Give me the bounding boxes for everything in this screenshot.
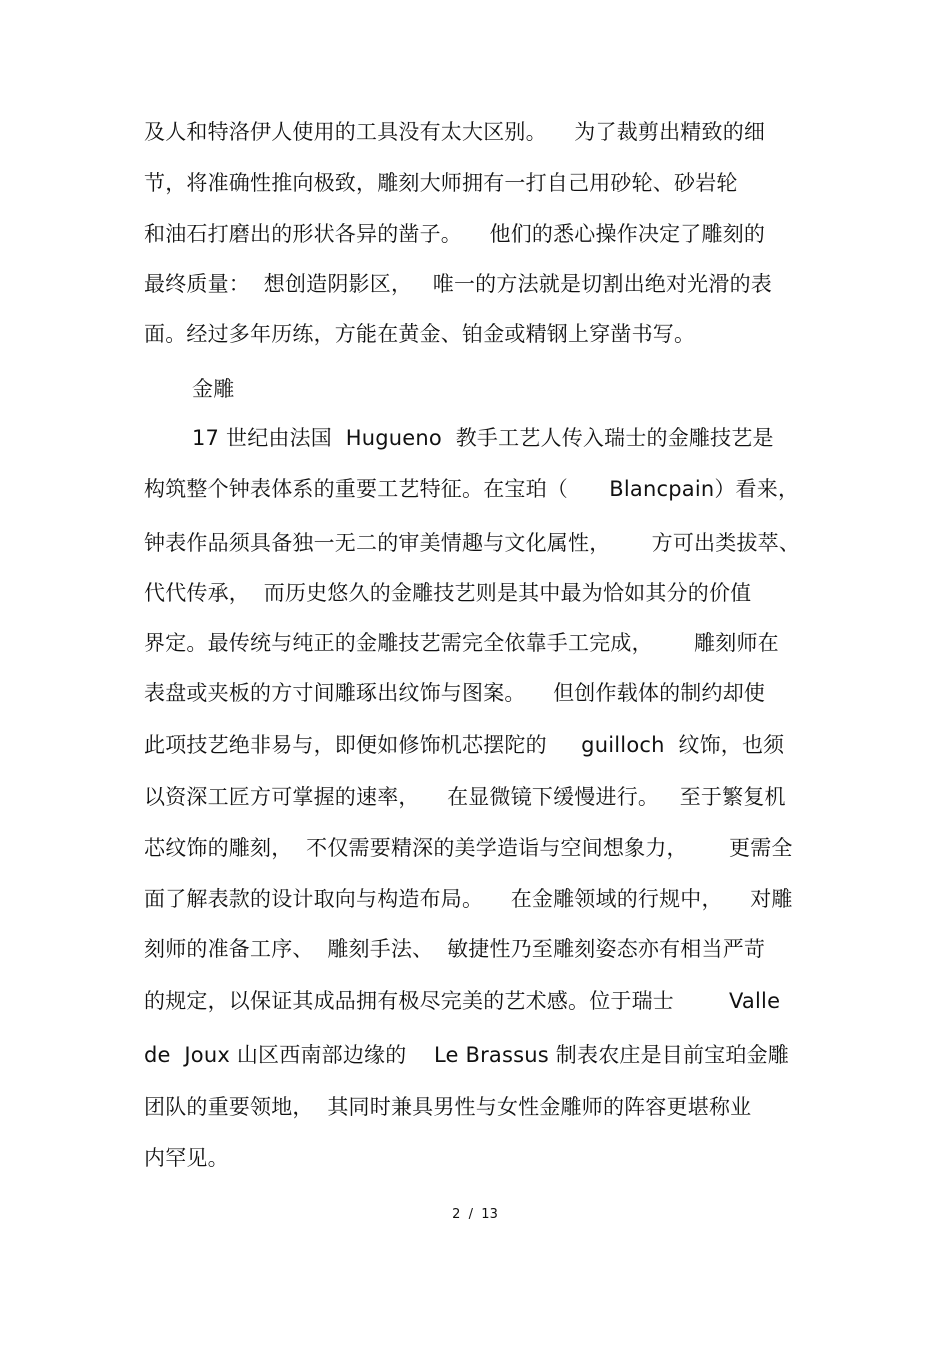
text-line: 和油石打磨出的形状各异的凿子。 他们的悉心操作决定了雕刻的	[144, 222, 766, 246]
text-line: 面。经过多年历练，方能在黄金、铂金或精钢上穿凿书写。	[144, 322, 696, 346]
text-line: 以资深工匠方可掌握的速率， 在显微镜下缓慢进行。 至于繁复机	[144, 785, 786, 809]
text-line: 构筑整个钟表体系的重要工艺特征。在宝珀（ Blancpain）看来，	[144, 477, 800, 501]
text-line: de Joux 山区西南部边缘的 Le Brassus 制表农庄是目前宝珀金雕	[144, 1043, 789, 1067]
text-line: 刻师的准备工序、 雕刻手法、 敏捷性乃至雕刻姿态亦有相当严苛	[144, 937, 766, 961]
text-line: 的规定，以保证其成品拥有极尽完美的艺术感。位于瑞士 Valle	[144, 989, 781, 1013]
text-line: 此项技艺绝非易与，即便如修饰机芯摆陀的 guilloch 纹饰，也须	[144, 733, 785, 757]
section-heading: 金雕	[192, 377, 235, 401]
text-line: 及人和特洛伊人使用的工具没有太大区别。 为了裁剪出精致的细	[144, 120, 766, 144]
text-line: 芯纹饰的雕刻， 不仅需要精深的美学造诣与空间想象力， 更需全	[144, 836, 793, 860]
text-line: 界定。最传统与纯正的金雕技艺需完全依靠手工完成， 雕刻师在	[144, 631, 779, 655]
page-number: 2 / 13	[452, 1207, 498, 1222]
text-line: 节，将准确性推向极致，雕刻大师拥有一打自己用砂轮、砂岩轮	[144, 171, 738, 195]
text-line: 表盘或夹板的方寸间雕琢出纹饰与图案。 但创作载体的制约却使	[144, 681, 766, 705]
text-line: 团队的重要领地， 其同时兼具男性与女性金雕师的阵容更堪称业	[144, 1095, 752, 1119]
text-line: 面了解表款的设计取向与构造布局。 在金雕领域的行规中， 对雕	[144, 887, 793, 911]
text-line: 内罕见。	[144, 1146, 229, 1170]
text-line: 代代传承， 而历史悠久的金雕技艺则是其中最为恰如其分的价值	[144, 581, 752, 605]
text-line: 钟表作品须具备独一无二的审美情趣与文化属性， 方可出类拔萃、	[144, 531, 801, 555]
text-line: 最终质量： 想创造阴影区， 唯一的方法就是切割出绝对光滑的表	[144, 272, 772, 296]
text-line: 17 世纪由法国 Hugueno 教手工艺人传入瑞士的金雕技艺是	[192, 426, 774, 450]
